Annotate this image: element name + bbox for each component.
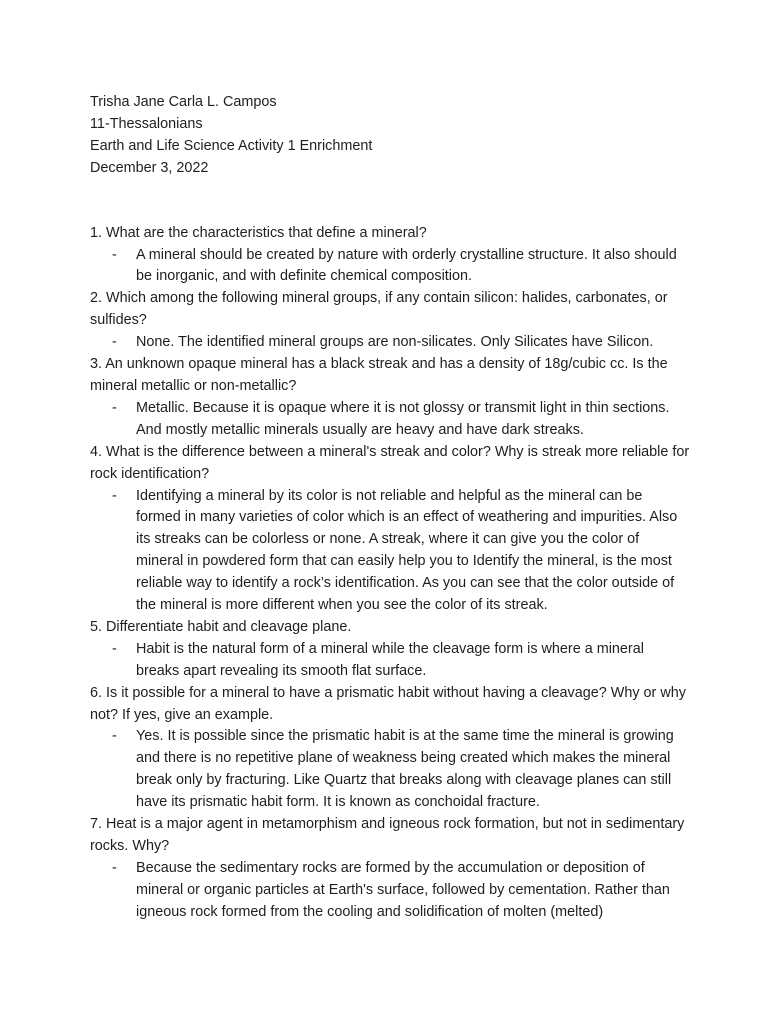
answer-bullet <box>90 726 690 814</box>
answer-text: Identifying a mineral by its color is not reliable and helpful as the mineral can be formed in many varieties of color which is an effect of weathering and impurities. Also its streaks can be colorless or none. A streak, where it can give you the color of mineral in powdered form that can easily help you to Identify the mineral, is the most reliable way to identify a rock’s identification. As you can see that the color outside of the mineral is more different when you see the color of its streak. <box>136 487 678 614</box>
qa-item-7 <box>90 814 690 924</box>
qa-item-5 <box>90 617 690 683</box>
answer-bullet <box>90 486 690 617</box>
bullet-dash: - <box>112 859 117 876</box>
answer-text: Habit is the natural form of a mineral while the cleavage form is where a mineral breaks apart revealing its smooth flat surface. <box>136 640 644 679</box>
document-page <box>90 92 690 924</box>
question-text: 7. Heat is a major agent in metamorphism and igneous rock formation, but not in sedimentary rocks. Why? <box>90 816 685 854</box>
document-date: December 3, 2022 <box>90 159 209 176</box>
answer-bullet <box>90 398 690 442</box>
question-text: 1. What are the characteristics that define a mineral? <box>90 224 427 241</box>
bullet-dash: - <box>112 640 117 657</box>
bullet-dash: - <box>112 487 117 504</box>
student-name: Trisha Jane Carla L. Campos <box>90 94 277 110</box>
qa-item-2 <box>90 288 690 354</box>
document-header <box>90 92 690 180</box>
bullet-dash: - <box>112 246 117 263</box>
bullet-dash: - <box>112 399 117 416</box>
bullet-dash: - <box>112 728 117 745</box>
activity-title: Earth and Life Science Activity 1 Enrichment <box>90 137 373 154</box>
answer-text: Metallic. Because it is opaque where it is not glossy or transmit light in thin sections. And mostly metallic minerals usually are heavy and have dark streaks. <box>136 399 670 438</box>
answer-bullet <box>90 332 690 354</box>
answer-bullet <box>90 245 690 289</box>
qa-item-3 <box>90 354 690 442</box>
qa-item-1 <box>90 223 690 289</box>
answer-bullet <box>90 858 690 924</box>
answer-text: Because the sedimentary rocks are formed by the accumulation or deposition of mineral or organic particles at Earth's surface, followed by cementation. Rather than igneous rock formed from the cooling and solidification of molten (melted) <box>136 859 670 920</box>
answer-text: None. The identified mineral groups are non-silicates. Only Silicates have Silicon. <box>136 334 654 351</box>
answer-text: Yes. It is possible since the prismatic habit is at the same time the mineral is growing and there is no repetitive plane of weakness being created which makes the mineral break only by fracturing. Like Quartz that breaks along with cleavage planes can still have its prismatic habit form. It is known as conchoidal fracture. <box>136 728 674 811</box>
question-list <box>90 223 690 924</box>
qa-item-6 <box>90 683 690 814</box>
question-text: 2. Which among the following mineral groups, if any contain silicon: halides, carbonates, or sulfides? <box>90 290 668 329</box>
header-spacer <box>90 180 690 223</box>
question-text: 6. Is it possible for a mineral to have a prismatic habit without having a cleavage? Why or why not? If yes, give an example. <box>90 684 686 723</box>
question-text: 3. An unknown opaque mineral has a black streak and has a density of 18g/cubic cc. Is the mineral metallic or non-metallic? <box>90 356 668 394</box>
qa-item-4 <box>90 442 690 617</box>
student-section: 11-Thessalonians <box>90 115 203 132</box>
answer-bullet <box>90 639 690 683</box>
answer-text: A mineral should be created by nature with orderly crystalline structure. It also should be inorganic, and with definite chemical composition. <box>136 246 677 285</box>
question-text: 5. Differentiate habit and cleavage plane. <box>90 618 352 635</box>
bullet-dash: - <box>112 334 117 351</box>
question-text: 4. What is the difference between a mineral's streak and color? Why is streak more reliable for rock identification? <box>90 443 690 482</box>
